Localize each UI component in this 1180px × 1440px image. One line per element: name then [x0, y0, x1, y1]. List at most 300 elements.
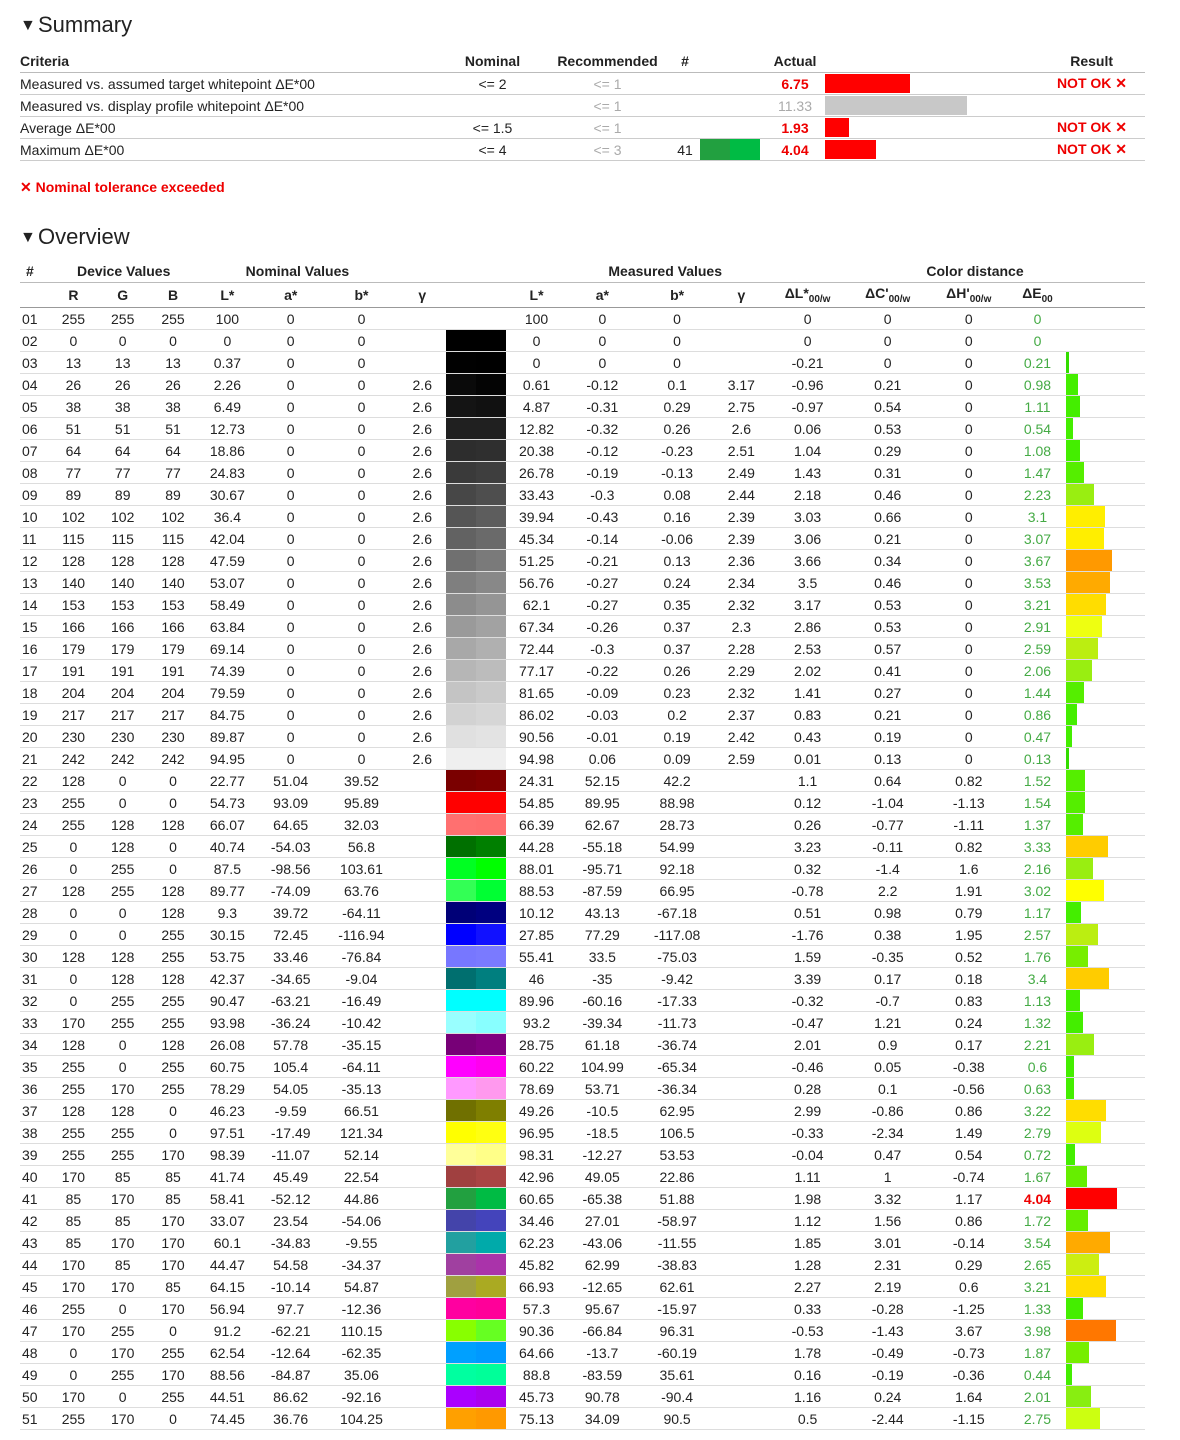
- nominal-L: 30.15: [198, 924, 257, 946]
- measured-b: 53.53: [639, 1144, 714, 1166]
- device-r: 170: [50, 1320, 97, 1342]
- nominal-gamma: [399, 1100, 446, 1122]
- measured-b: 62.61: [639, 1276, 714, 1298]
- color-swatch-cell: [446, 1166, 508, 1188]
- measured-gamma: [715, 1078, 768, 1100]
- nominal-a: 86.62: [257, 1386, 324, 1408]
- measured-gamma-header: γ: [715, 283, 768, 308]
- measured-L: 89.96: [508, 990, 565, 1012]
- device-b: 0: [148, 1320, 197, 1342]
- measured-gamma: 2.39: [715, 506, 768, 528]
- delta-E-bar: [1066, 374, 1078, 395]
- color-swatch: [446, 418, 506, 439]
- nominal-a: 0: [257, 374, 324, 396]
- delta-E: 2.57: [1009, 924, 1065, 946]
- nominal-a: -63.21: [257, 990, 324, 1012]
- nominal-L: 44.51: [198, 1386, 257, 1408]
- delta-E-bar-cell: [1066, 924, 1145, 946]
- delta-E-bar: [1066, 946, 1088, 967]
- nominal-a: 0: [257, 330, 324, 352]
- delta-E: 3.1: [1009, 506, 1065, 528]
- delta-E: 2.23: [1009, 484, 1065, 506]
- measured-gamma: [715, 968, 768, 990]
- delta-L: -0.46: [768, 1056, 847, 1078]
- measured-a: -0.3: [565, 484, 639, 506]
- nominal-b: 0: [324, 660, 398, 682]
- delta-E: 0: [1009, 330, 1065, 352]
- device-g: 128: [97, 814, 148, 836]
- summary-row: [20, 73, 1145, 95]
- delta-H: 0: [928, 484, 1009, 506]
- delta-E: 3.98: [1009, 1320, 1065, 1342]
- nominal-a: -98.56: [257, 858, 324, 880]
- color-swatch: [446, 1012, 506, 1033]
- nominal-b: 44.86: [324, 1188, 398, 1210]
- nominal-L: 98.39: [198, 1144, 257, 1166]
- delta-H: 0: [928, 462, 1009, 484]
- nominal-a: -9.59: [257, 1100, 324, 1122]
- delta-H: 0.24: [928, 1012, 1009, 1034]
- nominal-gamma: 2.6: [399, 594, 446, 616]
- device-b: 170: [148, 1254, 197, 1276]
- measured-a: -60.16: [565, 990, 639, 1012]
- delta-E-bar-cell: [1066, 726, 1145, 748]
- nominal-a: 39.72: [257, 902, 324, 924]
- nominal-gamma: 2.6: [399, 462, 446, 484]
- delta-C: 0.21: [847, 528, 928, 550]
- nominal-L: 63.84: [198, 616, 257, 638]
- nominal-b: -92.16: [324, 1386, 398, 1408]
- color-swatch-cell: [446, 1122, 508, 1144]
- measured-b: 0.1: [639, 374, 714, 396]
- delta-L: 1.78: [768, 1342, 847, 1364]
- device-b: 0: [148, 858, 197, 880]
- delta-H: 0: [928, 418, 1009, 440]
- patch-number: 33: [20, 1012, 50, 1034]
- device-r: 255: [50, 1298, 97, 1320]
- delta-E-bar: [1066, 1408, 1100, 1429]
- table-row: [20, 1122, 1145, 1144]
- measured-b: 88.98: [639, 792, 714, 814]
- color-swatch: [446, 440, 506, 461]
- nominal-b: 103.61: [324, 858, 398, 880]
- device-r: 51: [50, 418, 97, 440]
- delta-E-bar-cell: [1066, 1012, 1145, 1034]
- measured-gamma: 2.32: [715, 594, 768, 616]
- delta-E: 1.47: [1009, 462, 1065, 484]
- delta-H: -0.14: [928, 1232, 1009, 1254]
- delta-C: 0.1: [847, 1078, 928, 1100]
- measured-L: 34.46: [508, 1210, 565, 1232]
- device-g: 217: [97, 704, 148, 726]
- nominal-a: -34.83: [257, 1232, 324, 1254]
- nominal-b-header: b*: [324, 283, 398, 308]
- measured-b: 28.73: [639, 814, 714, 836]
- measured-gamma: [715, 308, 768, 330]
- delta-E-bar: [1066, 1386, 1091, 1407]
- color-swatch-cell: [446, 1364, 508, 1386]
- delta-H: 1.95: [928, 924, 1009, 946]
- delta-C: -0.11: [847, 836, 928, 858]
- measured-gamma: [715, 880, 768, 902]
- summary-title: Summary: [38, 12, 133, 37]
- delta-C: 1.56: [847, 1210, 928, 1232]
- actual-cell: 4.04: [765, 139, 825, 161]
- delta-E: 2.21: [1009, 1034, 1065, 1056]
- measured-gamma: [715, 1276, 768, 1298]
- nominal-gamma: 2.6: [399, 484, 446, 506]
- delta-E: 3.54: [1009, 1232, 1065, 1254]
- color-swatch: [446, 1078, 506, 1099]
- color-swatch-cell: [446, 528, 508, 550]
- device-r: 0: [50, 1342, 97, 1364]
- delta-C: 0.46: [847, 572, 928, 594]
- device-g: 85: [97, 1210, 148, 1232]
- color-swatch-cell: [446, 374, 508, 396]
- device-r: 115: [50, 528, 97, 550]
- patch-number: 31: [20, 968, 50, 990]
- delta-L: 2.86: [768, 616, 847, 638]
- color-swatch: [446, 484, 506, 505]
- nominal-a: 57.78: [257, 1034, 324, 1056]
- delta-E: 0.72: [1009, 1144, 1065, 1166]
- table-row: [20, 594, 1145, 616]
- measured-gamma: [715, 1408, 768, 1430]
- result-cell: NOT OK ✕: [985, 73, 1145, 95]
- delta-C: 0.53: [847, 594, 928, 616]
- measured-b: 0.26: [639, 660, 714, 682]
- color-swatch: [446, 528, 506, 549]
- table-row: [20, 1386, 1145, 1408]
- delta-E-bar-cell: [1066, 1034, 1145, 1056]
- patch-number: 44: [20, 1254, 50, 1276]
- measured-a-header: a*: [565, 283, 639, 308]
- patch-number: 48: [20, 1342, 50, 1364]
- measured-a: -13.7: [565, 1342, 639, 1364]
- nominal-a: -84.87: [257, 1364, 324, 1386]
- color-swatch-cell: [446, 616, 508, 638]
- table-row: [20, 836, 1145, 858]
- device-g: 255: [97, 1122, 148, 1144]
- device-b: 255: [148, 1056, 197, 1078]
- color-swatch-cell: [446, 1342, 508, 1364]
- delta-L-header: $\Delta L*_{00/w}$: [768, 283, 847, 308]
- delta-E-bar-cell: [1066, 1188, 1145, 1210]
- measured-L: 44.28: [508, 836, 565, 858]
- delta-H: 1.91: [928, 880, 1009, 902]
- measured-a: -0.27: [565, 594, 639, 616]
- table-row: [20, 682, 1145, 704]
- patch-number: 08: [20, 462, 50, 484]
- device-b: 0: [148, 836, 197, 858]
- measured-a: -0.19: [565, 462, 639, 484]
- device-r: 217: [50, 704, 97, 726]
- device-b: 13: [148, 352, 197, 374]
- delta-E-bar-cell: [1066, 352, 1145, 374]
- delta-L: 2.18: [768, 484, 847, 506]
- device-g: 166: [97, 616, 148, 638]
- nominal-gamma: [399, 1056, 446, 1078]
- color-swatch-cell: [446, 858, 508, 880]
- color-distance-header: Color distance: [768, 260, 1066, 283]
- measured-values-header: Measured Values: [508, 260, 768, 283]
- nominal-L: 87.5: [198, 858, 257, 880]
- measured-a: 33.5: [565, 946, 639, 968]
- delta-E-bar-cell: [1066, 770, 1145, 792]
- color-swatch-cell: [446, 1034, 508, 1056]
- device-g: 255: [97, 308, 148, 330]
- measured-L: 33.43: [508, 484, 565, 506]
- delta-C: 0.64: [847, 770, 928, 792]
- measured-a: 89.95: [565, 792, 639, 814]
- measured-gamma: [715, 1298, 768, 1320]
- delta-E: 3.4: [1009, 968, 1065, 990]
- color-swatch: [446, 308, 506, 329]
- nominal-a: -36.24: [257, 1012, 324, 1034]
- color-swatch: [446, 814, 506, 835]
- measured-gamma: 2.42: [715, 726, 768, 748]
- measured-L: 51.25: [508, 550, 565, 572]
- summary-heading[interactable]: [20, 8, 1144, 42]
- b-header: B: [148, 283, 197, 308]
- device-g: 230: [97, 726, 148, 748]
- nominal-b: 121.34: [324, 1122, 398, 1144]
- delta-E-bar: [1066, 858, 1093, 879]
- delta-C: -1.04: [847, 792, 928, 814]
- color-swatch-cell: [446, 572, 508, 594]
- nominal-b: 66.51: [324, 1100, 398, 1122]
- color-swatch-cell: [446, 1078, 508, 1100]
- color-swatch-cell: [446, 968, 508, 990]
- patch-number: 32: [20, 990, 50, 1012]
- actual-bar: [825, 118, 849, 137]
- delta-H: 0: [928, 572, 1009, 594]
- delta-C: 0.57: [847, 638, 928, 660]
- delta-E-bar-cell: [1066, 946, 1145, 968]
- patch-number: 37: [20, 1100, 50, 1122]
- delta-L: 2.01: [768, 1034, 847, 1056]
- nominal-gamma: [399, 1298, 446, 1320]
- delta-L: 1.04: [768, 440, 847, 462]
- color-swatch: [446, 792, 506, 813]
- nominal-gamma: [399, 990, 446, 1012]
- color-swatch-cell: [446, 440, 508, 462]
- table-row: [20, 902, 1145, 924]
- measured-gamma: 2.37: [715, 704, 768, 726]
- measured-a: 52.15: [565, 770, 639, 792]
- device-g: 140: [97, 572, 148, 594]
- device-b: 170: [148, 1298, 197, 1320]
- device-g: 204: [97, 682, 148, 704]
- color-swatch: [446, 880, 506, 901]
- patch-number: 06: [20, 418, 50, 440]
- delta-H: 1.6: [928, 858, 1009, 880]
- device-g: 0: [97, 902, 148, 924]
- delta-C: 3.32: [847, 1188, 928, 1210]
- table-row: [20, 440, 1145, 462]
- nominal-a: -52.12: [257, 1188, 324, 1210]
- nominal-gamma: [399, 330, 446, 352]
- patch-number: 43: [20, 1232, 50, 1254]
- measured-a: -66.84: [565, 1320, 639, 1342]
- nominal-b: 0: [324, 330, 398, 352]
- nominal-L: 44.47: [198, 1254, 257, 1276]
- delta-L: 0: [768, 308, 847, 330]
- nominal-a: 0: [257, 418, 324, 440]
- delta-E-bar: [1066, 616, 1102, 637]
- nominal-gamma: [399, 814, 446, 836]
- delta-L: 1.12: [768, 1210, 847, 1232]
- delta-E: 2.91: [1009, 616, 1065, 638]
- measured-a: -35: [565, 968, 639, 990]
- patch-number: 35: [20, 1056, 50, 1078]
- device-r: 85: [50, 1188, 97, 1210]
- delta-C: 0.34: [847, 550, 928, 572]
- delta-E-bar: [1066, 726, 1072, 747]
- color-swatch: [446, 1320, 506, 1341]
- patch-number: 14: [20, 594, 50, 616]
- color-swatch: [446, 572, 506, 593]
- patch-number: 42: [20, 1210, 50, 1232]
- nominal-a: 0: [257, 572, 324, 594]
- color-swatch: [446, 330, 506, 351]
- delta-L: 0.12: [768, 792, 847, 814]
- delta-E-bar: [1066, 528, 1104, 549]
- delta-C: -0.49: [847, 1342, 928, 1364]
- nominal-a: 0: [257, 352, 324, 374]
- table-row: [20, 1298, 1145, 1320]
- nominal-a: -74.09: [257, 880, 324, 902]
- device-g: 242: [97, 748, 148, 770]
- delta-E-bar: [1066, 1078, 1074, 1099]
- nominal-b: 39.52: [324, 770, 398, 792]
- device-g: 38: [97, 396, 148, 418]
- measured-gamma: 2.32: [715, 682, 768, 704]
- patch-number: 07: [20, 440, 50, 462]
- patch-number: 39: [20, 1144, 50, 1166]
- delta-C: 0.17: [847, 968, 928, 990]
- measured-a: -0.22: [565, 660, 639, 682]
- num-swatch-cell: [700, 139, 765, 161]
- device-g: 191: [97, 660, 148, 682]
- measured-b: -36.74: [639, 1034, 714, 1056]
- delta-C: 0.21: [847, 374, 928, 396]
- delta-L: 1.98: [768, 1188, 847, 1210]
- color-swatch: [446, 374, 506, 395]
- device-b: 38: [148, 396, 197, 418]
- delta-L: 1.43: [768, 462, 847, 484]
- delta-E-bar-cell: [1066, 506, 1145, 528]
- delta-E-bar: [1066, 1232, 1110, 1253]
- delta-E-bar: [1066, 1188, 1117, 1209]
- actual-bar: [825, 74, 910, 93]
- delta-E: 0: [1009, 308, 1065, 330]
- delta-H: 0: [928, 616, 1009, 638]
- delta-H: -0.38: [928, 1056, 1009, 1078]
- delta-C: 0: [847, 352, 928, 374]
- measured-b: -58.97: [639, 1210, 714, 1232]
- nominal-b: -9.04: [324, 968, 398, 990]
- device-b: 85: [148, 1188, 197, 1210]
- nominal-a: -62.21: [257, 1320, 324, 1342]
- patch-number: 11: [20, 528, 50, 550]
- measured-L: 98.31: [508, 1144, 565, 1166]
- device-b: 255: [148, 1386, 197, 1408]
- color-swatch: [446, 968, 506, 989]
- patch-number: 04: [20, 374, 50, 396]
- color-swatch-cell: [446, 484, 508, 506]
- measured-L: 45.73: [508, 1386, 565, 1408]
- delta-C: 2.31: [847, 1254, 928, 1276]
- nominal-gamma: 2.6: [399, 704, 446, 726]
- nominal-gamma: 2.6: [399, 638, 446, 660]
- device-r: 255: [50, 1408, 97, 1430]
- measured-gamma: 2.75: [715, 396, 768, 418]
- nominal-b: 0: [324, 440, 398, 462]
- nominal-b: -9.55: [324, 1232, 398, 1254]
- delta-E: 2.16: [1009, 858, 1065, 880]
- overview-heading[interactable]: [20, 220, 1144, 254]
- patch-number: 02: [20, 330, 50, 352]
- nominal-L: 53.07: [198, 572, 257, 594]
- nominal-a: 54.58: [257, 1254, 324, 1276]
- patch-number: 34: [20, 1034, 50, 1056]
- device-g: 0: [97, 924, 148, 946]
- device-r: 85: [50, 1210, 97, 1232]
- recommended-cell: <= 1: [545, 95, 670, 117]
- delta-C: 0.27: [847, 682, 928, 704]
- delta-E-bar: [1066, 1056, 1074, 1077]
- device-g: 170: [97, 1408, 148, 1430]
- color-swatch: [446, 1188, 506, 1209]
- measured-gamma: [715, 1056, 768, 1078]
- delta-L: 0.83: [768, 704, 847, 726]
- delta-C: 1: [847, 1166, 928, 1188]
- delta-H: 0: [928, 638, 1009, 660]
- device-r: 128: [50, 880, 97, 902]
- delta-C: 2.2: [847, 880, 928, 902]
- delta-E-bar: [1066, 660, 1092, 681]
- color-swatch-cell: [446, 330, 508, 352]
- measured-b: 22.86: [639, 1166, 714, 1188]
- device-b: 128: [148, 968, 197, 990]
- measured-b-header: b*: [639, 283, 714, 308]
- color-swatch-cell: [446, 418, 508, 440]
- table-row: [20, 572, 1145, 594]
- delta-L: -0.96: [768, 374, 847, 396]
- patch-number: 18: [20, 682, 50, 704]
- device-r: 64: [50, 440, 97, 462]
- summary-table: [20, 50, 1145, 161]
- device-g: 255: [97, 1144, 148, 1166]
- measured-gamma: [715, 770, 768, 792]
- recommended-cell: <= 3: [545, 139, 670, 161]
- table-row: [20, 858, 1145, 880]
- patch-number: 38: [20, 1122, 50, 1144]
- delta-E: 0.98: [1009, 374, 1065, 396]
- delta-L: 0.28: [768, 1078, 847, 1100]
- color-swatch-cell: [446, 352, 508, 374]
- color-swatch-cell: [446, 506, 508, 528]
- delta-E-bar-cell: [1066, 440, 1145, 462]
- delta-E-bar-cell: [1066, 616, 1145, 638]
- color-swatch: [446, 1364, 506, 1385]
- num-cell: [670, 73, 700, 95]
- nominal-L: 2.26: [198, 374, 257, 396]
- delta-E-bar-cell: [1066, 1364, 1145, 1386]
- measured-L: 66.93: [508, 1276, 565, 1298]
- device-r: 0: [50, 330, 97, 352]
